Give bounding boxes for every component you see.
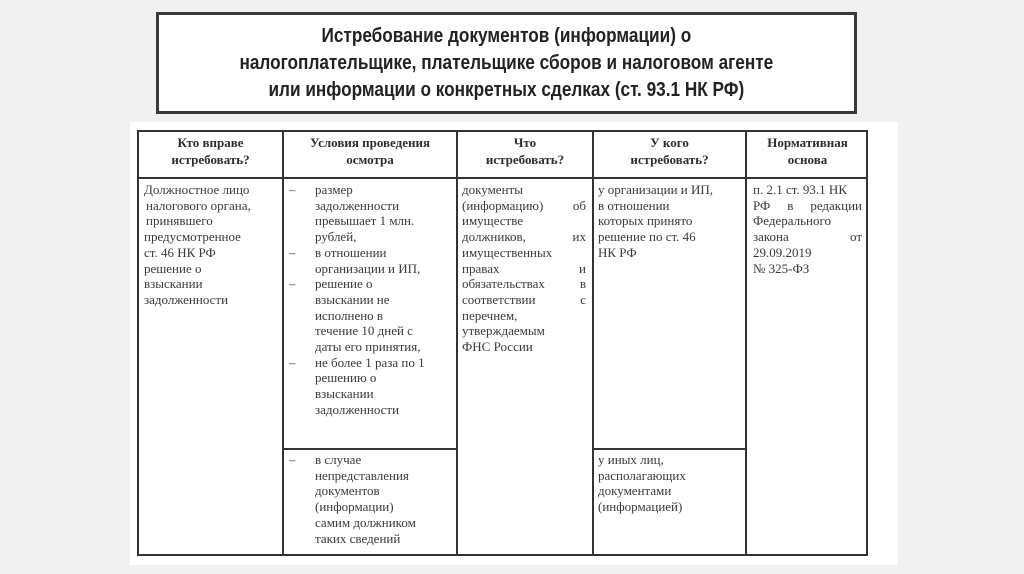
justified-line [753,229,862,245]
cell-text: утверждаемым [462,323,545,339]
cell-text: даты его принятия, [315,339,421,355]
cell-text: в отношении [598,197,670,213]
cell-what [462,182,586,355]
header-legal-basis [747,134,868,168]
cell-text: решение о [144,260,202,276]
justified-line [462,229,586,245]
cell-text: взыскании не [315,291,390,307]
cell-text: и [579,260,586,276]
cell-text: располагающих [598,467,686,483]
header-what [458,134,592,168]
cell-text: соответствии [462,291,536,307]
cell-text: размер [315,182,353,197]
slide-title [240,23,774,104]
header-text: Что [513,135,537,150]
cell-text: правах [462,260,500,276]
cell-legal-basis [753,182,862,276]
cell-text: закона [753,229,789,245]
header-text: истребовать? [630,152,709,167]
cell-text: у организации и ИП, [598,182,714,197]
cell-text: решению о [315,370,377,386]
condition-item [285,182,455,245]
cell-text: об [572,197,586,213]
header-conditions [284,134,456,168]
header-text: истребовать? [171,152,250,167]
cell-text: налогового органа, [146,197,251,213]
cell-text: имуществе [462,213,524,229]
cell-text: которых принято [598,213,693,229]
dash-bullet-icon: – [289,452,296,467]
cell-from-whom-row1 [598,182,743,261]
dash-bullet-icon: – [289,354,296,370]
header-divider [137,177,868,179]
cell-text: перечнем, [462,307,518,323]
justified-line [462,261,586,277]
dash-bullet-icon: – [289,244,296,260]
cell-text: РФ [753,197,771,213]
header-who [139,134,282,168]
cell-text: Федерального [753,213,832,229]
cell-text: принявшего [146,213,213,229]
cell-text: не более 1 раза по 1 [315,354,425,370]
title-line: налогоплательщике, плательщике сборов и налоговом агенте [239,51,774,74]
cell-text: редакции [810,197,862,213]
header-from-whom [594,134,745,168]
cell-text: их [572,229,586,245]
cell-text: в [787,197,794,213]
column-divider [745,130,747,556]
cell-text: задолженности [315,401,400,417]
header-text: основа [787,152,828,167]
cell-text: задолженности [315,197,400,213]
cell-text: 29.09.2019 [753,244,812,260]
cell-text: от [849,229,862,245]
cell-text: документов [315,483,380,499]
condition-item [285,452,455,546]
cell-text: с [580,291,586,307]
cell-text: п. 2.1 ст. 93.1 НК [753,182,847,197]
cell-conditions-row2 [285,452,455,546]
cell-text: (информации) [315,499,394,515]
cell-text: № 325-ФЗ [753,260,810,276]
cell-text: течение 10 дней с [315,323,413,339]
cell-text: документы [462,182,523,197]
cell-text: организации и ИП, [315,260,421,276]
column-divider [282,130,284,556]
cell-text: в [579,276,586,292]
cell-text: обязательствах [462,276,545,292]
cell-text: самим должником [315,514,416,530]
column-divider [456,130,458,556]
cell-text: превышает 1 млн. [315,213,415,229]
cell-text: в отношении [315,244,387,260]
title-box [156,12,857,114]
cell-text: предусмотренное [144,229,241,245]
condition-item [285,245,455,276]
cell-text: документами [598,483,672,499]
cell-text: взыскании [315,386,374,402]
title-line: или информации о конкретных сделках (ст. 93.1 НК РФ) [268,78,745,101]
cell-text: НК РФ [598,244,637,260]
cell-who [144,182,280,308]
justified-line [753,198,862,214]
cell-text: непредставления [315,467,409,483]
dash-bullet-icon: – [289,276,296,292]
cell-text: должников, [462,229,526,245]
cell-text: решение по ст. 46 [598,229,696,245]
cell-text: (информацией) [598,499,683,515]
cell-text: у иных лиц, [598,452,664,467]
condition-item [285,276,455,355]
cell-text: исполнено в [315,307,384,323]
cell-text: взыскании [144,276,203,292]
cell-text: рублей, [315,229,357,245]
header-text: истребовать? [485,152,565,167]
condition-item [285,355,455,418]
cell-text: (информацию) [462,197,544,213]
justified-line [462,198,586,214]
header-text: У кого [650,135,689,150]
cell-text: ФНС России [462,339,533,355]
column-divider [592,130,594,556]
cell-conditions-row1 [285,182,455,418]
justified-line [462,292,586,308]
header-text: Нормативная [767,135,848,150]
title-line: Истребование документов (информации) о [321,24,692,47]
cell-text: задолженности [144,291,229,307]
header-text: Условия проведения [309,135,431,150]
cell-text: решение о [315,276,373,292]
header-text: осмотра [346,152,394,167]
cell-text: таких сведений [315,530,401,546]
row-divider-conditions [282,448,458,450]
header-text: Кто вправе [177,135,244,150]
dash-bullet-icon: – [289,182,296,197]
cell-text: ст. 46 НК РФ [144,244,216,260]
cell-text: в случае [315,452,362,467]
cell-text: Должностное лицо [144,182,250,197]
cell-from-whom-row2 [598,452,743,515]
justified-line [462,276,586,292]
cell-text: имущественных [462,244,553,260]
row-divider-from-whom [592,448,747,450]
